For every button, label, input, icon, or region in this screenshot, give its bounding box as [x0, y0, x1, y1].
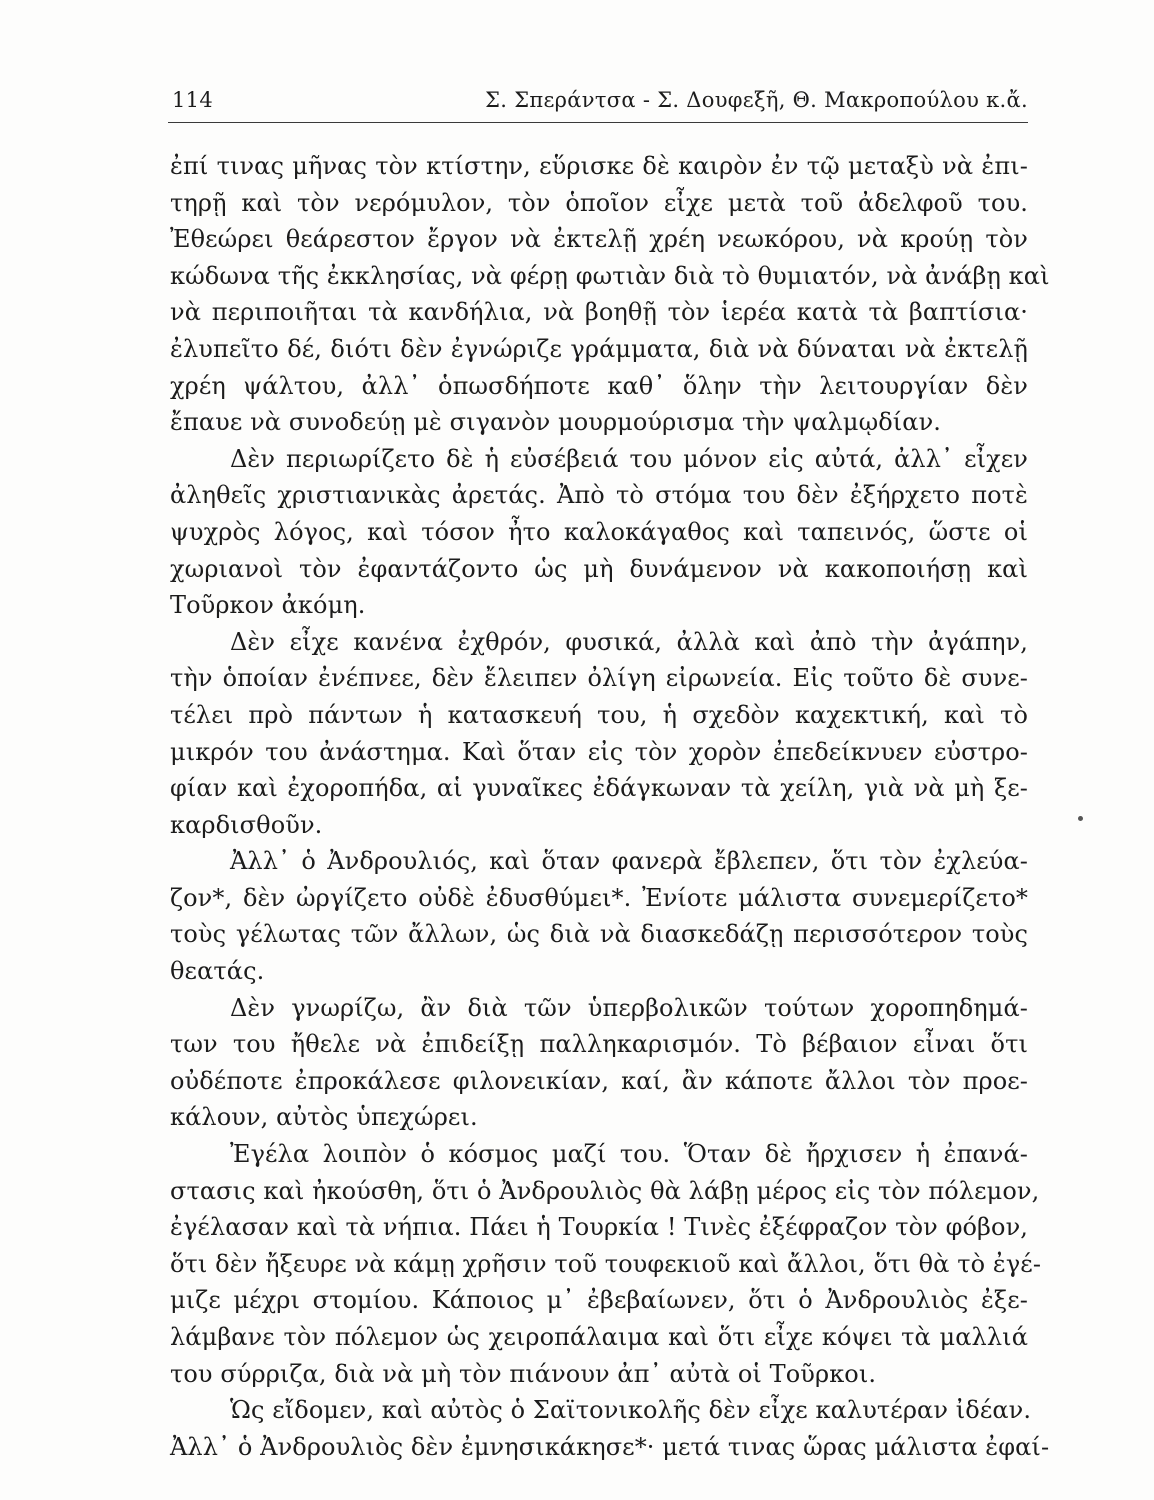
text-line: μιζε μέχρι στομίου. Κάποιος μ᾽ ἐβεβαίωνεν, ὅτι ὁ Ἀνδρουλιὸς ἐξε-	[170, 1286, 1028, 1315]
print-speck	[1078, 816, 1083, 821]
text-line: των του ἤθελε νὰ ἐπιδείξῃ παλληκαρισμόν. Τὸ βέβαιον εἶναι ὅτι	[170, 1030, 1028, 1059]
paragraph	[170, 843, 1028, 989]
paragraph	[170, 1136, 1042, 1392]
text-line: κάλουν, αὐτὸς ὑπεχώρει.	[170, 1103, 478, 1132]
text-line: χρέη ψάλτου, ἀλλ᾽ ὁπωσδήποτε καθ᾽ ὅλην τὴν λειτουργίαν δὲν	[170, 371, 1028, 400]
text-line: χωριανοὶ τὸν ἐφαντάζοντο ὡς μὴ δυνάμενον νὰ κακοποιήσῃ καὶ	[170, 554, 1028, 583]
text-line: τέλει πρὸ πάντων ἡ κατασκευή του, ἡ σχεδὸν καχεκτική, καὶ τὸ	[170, 700, 1028, 729]
text-line: νὰ περιποιῆται τὰ κανδήλια, νὰ βοηθῇ τὸν ἱερέα κατὰ τὰ βαπτίσια·	[170, 298, 1028, 327]
text-line: κώδωνα τῆς ἐκκλησίας, νὰ φέρῃ φωτιὰν διὰ τὸ θυμιατόν, νὰ ἀνάβῃ καὶ	[170, 261, 1050, 290]
paragraph	[170, 624, 1028, 844]
paragraph	[170, 990, 1028, 1136]
running-head	[168, 88, 1028, 123]
text-line: Δὲν εἶχε κανένα ἐχθρόν, φυσικά, ἀλλὰ καὶ ἀπὸ τὴν ἀγάπην,	[230, 627, 1028, 656]
text-line: ἐπί τινας μῆνας τὸν κτίστην, εὕρισκε δὲ καιρὸν ἐν τῷ μεταξὺ νὰ ἐπι-	[170, 152, 1028, 180]
text-line: Ὡς εἴδομεν, καὶ αὐτὸς ὁ Σαϊτονικολῆς δὲν εἶχε καλυτέραν ἰδέαν.	[230, 1396, 1032, 1425]
page-number: 114	[172, 88, 213, 112]
text-line: τὴν ὁποίαν ἐνέπνεε, δὲν ἔλειπεν ὀλίγη εἰρωνεία. Εἰς τοῦτο δὲ συνε-	[170, 664, 1028, 693]
text-line: καρδισθοῦν.	[170, 810, 323, 839]
text-line: Δὲν περιωρίζετο δὲ ἡ εὐσέβειά του μόνον εἰς αὐτά, ἀλλ᾽ εἶχεν	[230, 444, 1028, 473]
text-line: λάμβανε τὸν πόλεμον ὡς χειροπάλαιμα καὶ ὅτι εἶχε κόψει τὰ μαλλιά	[170, 1323, 1028, 1351]
text-line: οὐδέποτε ἐπροκάλεσε φιλονεικίαν, καί, ἂν κάποτε ἄλλοι τὸν προε-	[170, 1066, 1028, 1095]
text-line: τοὺς γέλωτας τῶν ἄλλων, ὡς διὰ νὰ διασκεδάζῃ περισσότερον τοὺς	[170, 920, 1028, 949]
text-line: ἐλυπεῖτο δέ, διότι δὲν ἐγνώριζε γράμματα, διὰ νὰ δύναται νὰ ἐκτελῇ	[170, 334, 1028, 363]
text-line: ὅτι δὲν ἤξευρε νὰ κάμῃ χρῆσιν τοῦ τουφεκιοῦ καὶ ἄλλοι, ὅτι θὰ τὸ ἐγέ-	[170, 1249, 1042, 1278]
text-line: φίαν καὶ ἐχοροπήδα, αἱ γυναῖκες ἐδάγκωναν τὰ χείλη, γιὰ νὰ μὴ ξε-	[170, 774, 1028, 803]
text-line: Τοῦρκον ἀκόμη.	[170, 591, 366, 620]
text-line: στασις καὶ ἠκούσθη, ὅτι ὁ Ἀνδρουλιὸς θὰ λάβῃ μέρος εἰς τὸν πόλεμον,	[170, 1176, 1040, 1205]
text-line: ἔπαυε νὰ συνοδεύῃ μὲ σιγανὸν μουρμούρισμα τὴν ψαλμῳδίαν.	[170, 408, 942, 437]
paragraph	[170, 148, 1050, 441]
text-line: Ἀλλ᾽ ὁ Ἀνδρουλιός, καὶ ὅταν φανερὰ ἔβλεπεν, ὅτι τὸν ἐχλεύα-	[230, 847, 1028, 876]
text-line: ἀληθεῖς χριστιανικὰς ἀρετάς. Ἀπὸ τὸ στόμα του δὲν ἐξήρχετο ποτὲ	[170, 481, 1028, 510]
text-line: ἐγέλασαν καὶ τὰ νήπια. Πάει ἡ Τουρκία ! Τινὲς ἐξέφραζον τὸν φόβον,	[170, 1213, 1028, 1242]
paragraph	[170, 1392, 1050, 1465]
text-line: τηρῇ καὶ τὸν νερόμυλον, τὸν ὁποῖον εἶχε μετὰ τοῦ ἀδελφοῦ του.	[170, 188, 1028, 217]
text-line: Ἀλλ᾽ ὁ Ἀνδρουλιὸς δὲν ἐμνησικάκησε*· μετά τινας ὥρας μάλιστα ἐφαί-	[170, 1432, 1050, 1461]
text-line: Δὲν γνωρίζω, ἂν διὰ τῶν ὑπερβολικῶν τούτων χοροπηδημά-	[230, 993, 1028, 1022]
text-line: Ἐγέλα λοιπὸν ὁ κόσμος μαζί του. Ὅταν δὲ ἤρχισεν ἡ ἐπανά-	[230, 1140, 1028, 1169]
text-line: ψυχρὸς λόγος, καὶ τόσον ἦτο καλοκάγαθος καὶ ταπεινός, ὥστε οἱ	[170, 517, 1028, 546]
running-title: Σ. Σπεράντσα - Σ. Δουφεξῆ, Θ. Μακροπούλου κ.ἄ.	[485, 88, 1028, 112]
text-line: μικρόν του ἀνάστημα. Καὶ ὅταν εἰς τὸν χορὸν ἐπεδείκνυεν εὐστρο-	[170, 737, 1028, 766]
body-text	[170, 148, 1050, 1465]
text-line: θεατάς.	[170, 957, 265, 986]
text-line: του σύρριζα, διὰ νὰ μὴ τὸν πιάνουν ἀπ᾽ αὐτὰ οἱ Τοῦρκοι.	[170, 1359, 877, 1388]
text-line: ζον*, δὲν ὠργίζετο οὐδὲ ἐδυσθύμει*. Ἐνίοτε μάλιστα συνεμερίζετο*	[170, 883, 1028, 912]
paragraph	[170, 441, 1028, 624]
text-line: Ἐθεώρει θεάρεστον ἔργον νὰ ἐκτελῇ χρέη νεωκόρου, νὰ κρούῃ τὸν	[170, 225, 1028, 254]
